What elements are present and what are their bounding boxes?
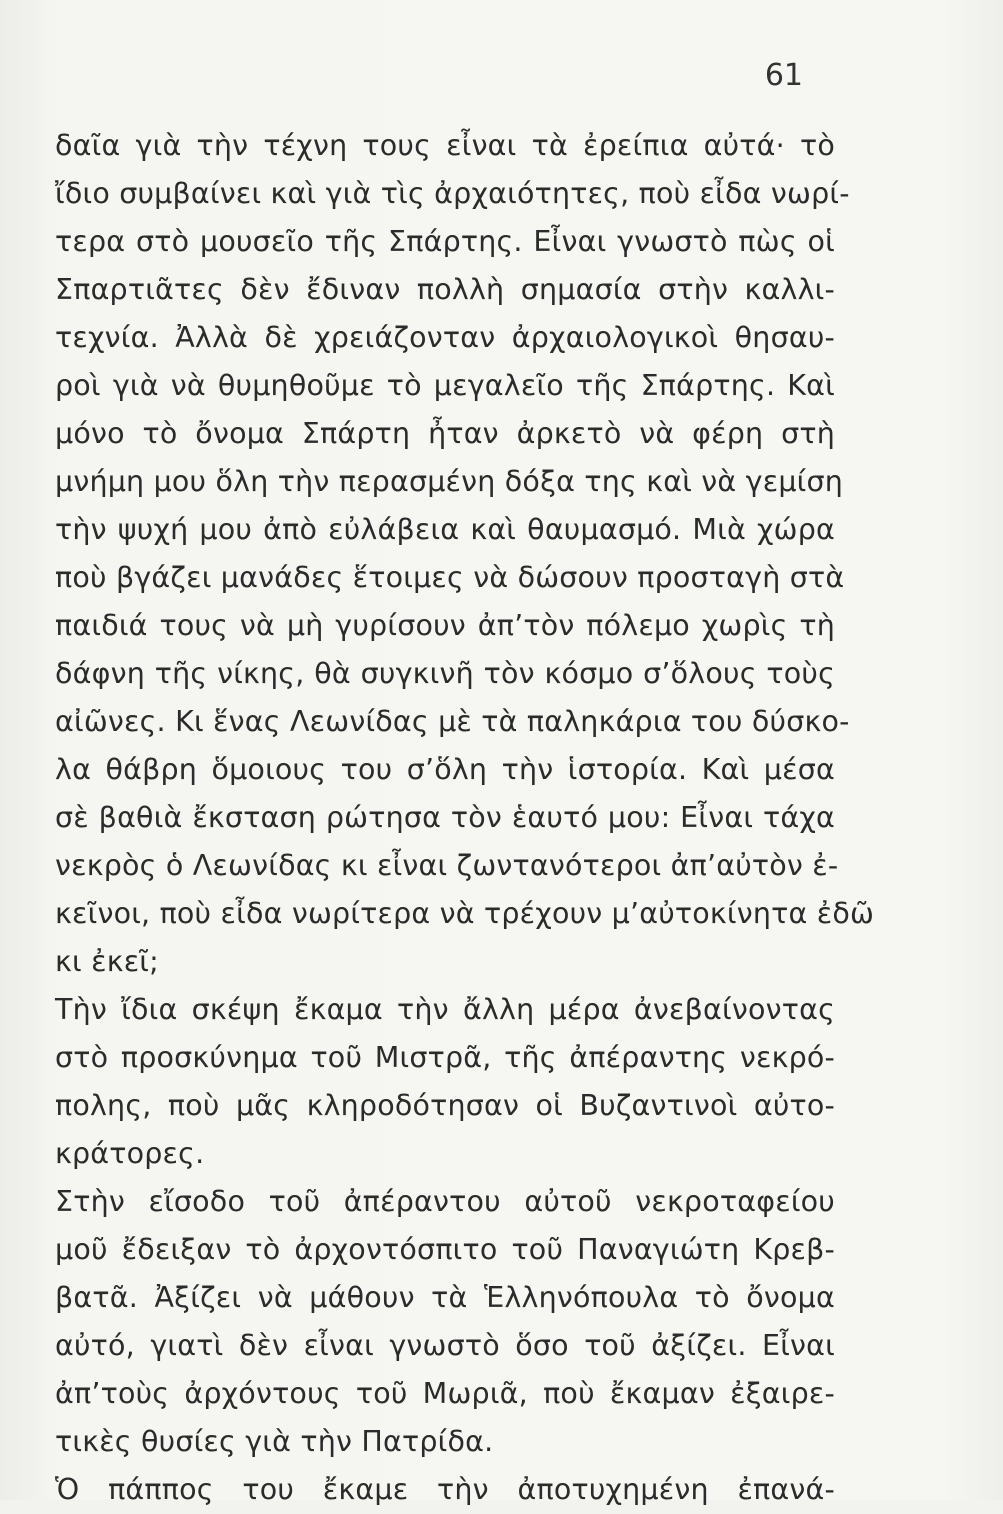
text-line: Στὴν εἴσοδο τοῦ ἀπέραντου αὐτοῦ νεκροταφείου [55, 1185, 835, 1218]
text-line: μοῦ ἔδειξαν τὸ ἀρχοντόσπιτο τοῦ Παναγιώτη Κρεβ- [55, 1233, 835, 1266]
text-line: Σπαρτιᾶτες δὲν ἔδιναν πολλὴ σημασία στὴν καλλι- [55, 273, 835, 306]
text-line: τικὲς θυσίες γιὰ τὴν Πατρίδα. [55, 1425, 494, 1458]
text-line: μνήμη μου ὅλη τὴν περασμένη δόξα της καὶ νὰ γεμίση [55, 465, 844, 498]
text-line: δαῖα γιὰ τὴν τέχνη τους εἶναι τὰ ἐρείπια αὐτά· τὸ [55, 129, 835, 162]
text-line: τερα στὸ μουσεῖο τῆς Σπάρτης. Εἶναι γνωστὸ πὼς οἱ [55, 225, 835, 258]
text-line: στὸ προσκύνημα τοῦ Μιστρᾶ, τῆς ἀπέραντης νεκρό- [55, 1041, 835, 1074]
text-line: βατᾶ. Ἀξίζει νὰ μάθουν τὰ Ἑλληνόπουλα τὸ ὄνομα [55, 1281, 835, 1314]
text-line: νεκρὸς ὁ Λεωνίδας κι εἶναι ζωντανότεροι ἀπ’αὐτὸν ἐ- [55, 849, 839, 882]
text-line: σὲ βαθιὰ ἔκσταση ρώτησα τὸν ἑαυτό μου: Εἶναι τάχα [55, 801, 835, 834]
text-line: τεχνία. Ἀλλὰ δὲ χρειάζονταν ἀρχαιολογικοὶ θησαυ- [55, 321, 835, 354]
text-line: Τὴν ἴδια σκέψη ἔκαμα τὴν ἄλλη μέρα ἀνεβαίνοντας [55, 993, 835, 1026]
text-line: ἀπ’τοὺς ἀρχόντους τοῦ Μωριᾶ, ποὺ ἔκαμαν ἐξαιρε- [55, 1377, 835, 1410]
text-line: παιδιά τους νὰ μὴ γυρίσουν ἀπ’τὸν πόλεμο χωρὶς τὴ [55, 609, 835, 642]
text-line: κεῖνοι, ποὺ εἶδα νωρίτερα νὰ τρέχουν μ’αὐτοκίνητα ἐδῶ [55, 897, 875, 930]
text-line: ποὺ βγάζει μανάδες ἕτοιμες νὰ δώσουν προσταγὴ στὰ [55, 561, 845, 594]
text-line: κράτορες. [55, 1137, 205, 1170]
text-line: ἴδιο συμβαίνει καὶ γιὰ τὶς ἀρχαιότητες, ποὺ εἶδα νωρί- [55, 177, 850, 210]
text-line: ροὶ γιὰ νὰ θυμηθοῦμε τὸ μεγαλεῖο τῆς Σπάρτης. Καὶ [55, 369, 835, 402]
text-line: αἰῶνες. Κι ἕνας Λεωνίδας μὲ τὰ παληκάρια του δύσκο- [55, 705, 850, 738]
text-line: τὴν ψυχή μου ἀπὸ εὐλάβεια καὶ θαυμασμό. Μιὰ χώρα [55, 513, 835, 546]
text-line: αὐτό, γιατὶ δὲν εἶναι γνωστὸ ὅσο τοῦ ἀξίζει. Εἶναι [55, 1329, 835, 1362]
text-line: δάφνη τῆς νίκης, θὰ συγκινῆ τὸν κόσμο σ’ὅλους τοὺς [55, 657, 835, 690]
text-line: πολης, ποὺ μᾶς κληροδότησαν οἱ Βυζαντινοὶ αὐτο- [55, 1089, 835, 1122]
page-number: 61 [764, 58, 803, 93]
text-line: λα θάβρη ὅμοιους του σ’ὅλη τὴν ἱστορία. Καὶ μέσα [55, 753, 835, 786]
text-line: κι ἐκεῖ; [55, 945, 159, 978]
body-text [55, 122, 875, 1514]
text-line: μόνο τὸ ὄνομα Σπάρτη ἦταν ἀρκετὸ νὰ φέρη στὴ [55, 417, 835, 450]
text-line: Ὁ πάππος του ἔκαμε τὴν ἀποτυχημένη ἐπανά- [55, 1473, 835, 1506]
